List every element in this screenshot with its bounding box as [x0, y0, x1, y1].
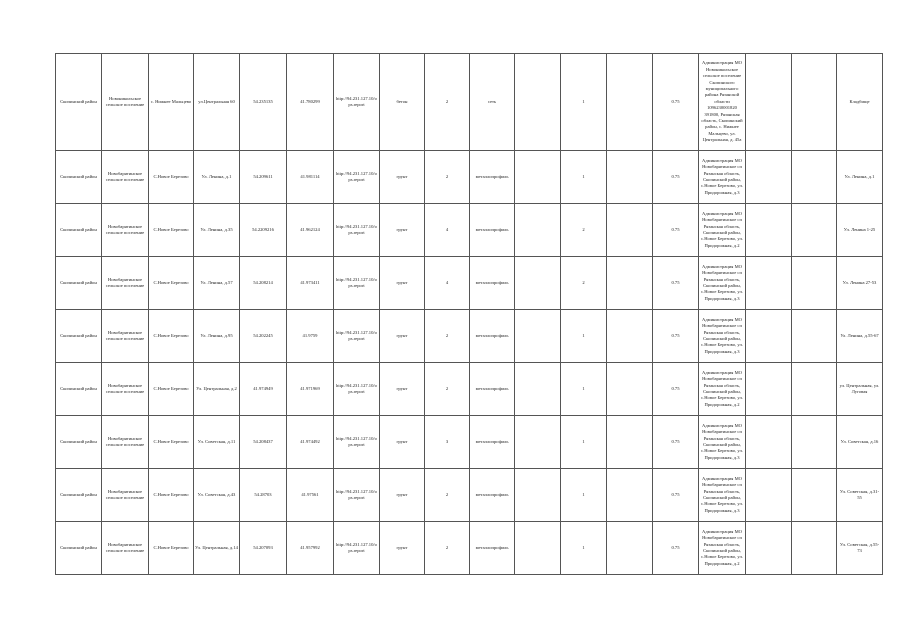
- cell-district: Скопинский район: [56, 151, 102, 204]
- cell-address: Ул. Ленина, д.1: [194, 151, 240, 204]
- cell-address: Ул. Советская, д.11: [194, 416, 240, 469]
- cell-volume: 0.75: [653, 416, 699, 469]
- cell-district: Скопинский район: [56, 310, 102, 363]
- table-row: [56, 54, 883, 151]
- cell-address: Ул. Центральная, д.2: [194, 363, 240, 416]
- cell-volume: 0.75: [653, 363, 699, 416]
- table-row: [56, 204, 883, 257]
- cell-containers: 1: [561, 310, 607, 363]
- table-row: [56, 363, 883, 416]
- cell-longitude: 41.974492: [287, 416, 334, 469]
- cell-empty-a: [515, 522, 561, 575]
- cell-area: 2: [425, 522, 470, 575]
- cell-latitude: 41.974949: [240, 363, 287, 416]
- cell-empty-b: [607, 54, 653, 151]
- cell-empty-b: [607, 416, 653, 469]
- cell-empty-b: [607, 363, 653, 416]
- cell-longitude: 41.780299: [287, 54, 334, 151]
- cell-empty-d: [792, 416, 837, 469]
- cell-empty-a: [515, 416, 561, 469]
- cell-settlement: Новобарятинское сельское поселение: [102, 522, 149, 575]
- table-row: [56, 151, 883, 204]
- cell-volume: 0.75: [653, 54, 699, 151]
- cell-surface: грунт: [380, 469, 425, 522]
- cell-address: Ул. Центральная, д.14: [194, 522, 240, 575]
- cell-locality: С.Новое Березово: [149, 469, 194, 522]
- cell-district: Скопинский район: [56, 54, 102, 151]
- cell-empty-c: [746, 54, 792, 151]
- cell-empty-a: [515, 363, 561, 416]
- cell-source-link: http://94.231.127.10/ops.report: [334, 363, 380, 416]
- cell-latitude: 54.208437: [240, 416, 287, 469]
- cell-surface: грунт: [380, 416, 425, 469]
- cell-longitude: 41.9759: [287, 310, 334, 363]
- cell-served-objects: Ул. Советская, д.16: [837, 416, 883, 469]
- cell-fence: металлопрофиль: [470, 204, 515, 257]
- cell-empty-a: [515, 54, 561, 151]
- cell-surface: грунт: [380, 151, 425, 204]
- cell-source-link: http://94.231.127.10/ops.report: [334, 522, 380, 575]
- cell-locality: С.Новое Березово: [149, 310, 194, 363]
- cell-surface: грунт: [380, 522, 425, 575]
- cell-volume: 0.75: [653, 204, 699, 257]
- cell-latitude: 54.235135: [240, 54, 287, 151]
- cell-empty-d: [792, 522, 837, 575]
- cell-district: Скопинский район: [56, 363, 102, 416]
- cell-address: Ул. Ленина, д.35: [194, 204, 240, 257]
- cell-latitude: 54.202245: [240, 310, 287, 363]
- cell-fence: металлопрофиль: [470, 522, 515, 575]
- cell-fence: металлопрофиль: [470, 310, 515, 363]
- cell-locality: с. Нижнее Мальцево: [149, 54, 194, 151]
- cell-served-objects: Ул. Советская, д.31-55: [837, 469, 883, 522]
- cell-empty-c: [746, 469, 792, 522]
- cell-settlement: Новобарятинское сельское поселение: [102, 204, 149, 257]
- cell-district: Скопинский район: [56, 416, 102, 469]
- cell-empty-b: [607, 257, 653, 310]
- cell-address: ул.Центральная 60: [194, 54, 240, 151]
- cell-source-link: http://94.231.127.10/ops.report: [334, 416, 380, 469]
- cell-source-link: http://94.231.127.10/ops.report: [334, 469, 380, 522]
- cell-source-link: http://94.231.127.10/ops.report: [334, 310, 380, 363]
- cell-latitude: 54.2209216: [240, 204, 287, 257]
- cell-settlement: Новобарятинское сельское поселение: [102, 310, 149, 363]
- cell-containers: 1: [561, 54, 607, 151]
- cell-containers: 1: [561, 469, 607, 522]
- cell-settlement: Новобарятинское сельское поселение: [102, 416, 149, 469]
- table-row: [56, 522, 883, 575]
- cell-served-objects: ул. Центральная, ул. Луговая: [837, 363, 883, 416]
- cell-surface: грунт: [380, 310, 425, 363]
- cell-longitude: 41.973411: [287, 257, 334, 310]
- cell-volume: 0.75: [653, 522, 699, 575]
- cell-empty-a: [515, 310, 561, 363]
- cell-volume: 0.75: [653, 310, 699, 363]
- cell-owner: Администрация МО Новобарятинское сп Рязанская область, Скопинский район, с.Новое Березово, ул. Придорожная, д.3: [699, 310, 746, 363]
- cell-served-objects: Ул. Ленина 27-53: [837, 257, 883, 310]
- cell-settlement: Новобарятинское сельское поселение: [102, 151, 149, 204]
- cell-empty-b: [607, 469, 653, 522]
- cell-owner: Администрация МО Новобарятинское сп Рязанская область, Скопинский район, с.Новое Березово, ул. Придорожная, д.2: [699, 522, 746, 575]
- registry-table: [55, 53, 883, 575]
- cell-area: 4: [425, 257, 470, 310]
- cell-source-link: http://94.231.127.10/ops.report: [334, 257, 380, 310]
- cell-longitude: 41.981114: [287, 151, 334, 204]
- cell-latitude: 54.207093: [240, 522, 287, 575]
- cell-served-objects: Ул. Советская, д.55-73: [837, 522, 883, 575]
- cell-district: Скопинский район: [56, 469, 102, 522]
- table-row: [56, 257, 883, 310]
- cell-settlement: Новобарятинское сельское поселение: [102, 469, 149, 522]
- cell-settlement: Новобарятинское сельское поселение: [102, 257, 149, 310]
- cell-address: Ул. Ленина, д.57: [194, 257, 240, 310]
- cell-locality: С.Новое Березово: [149, 522, 194, 575]
- cell-latitude: 54.208214: [240, 257, 287, 310]
- cell-empty-c: [746, 204, 792, 257]
- cell-source-link: http://94.231.127.10/ops.report: [334, 54, 380, 151]
- cell-containers: 1: [561, 416, 607, 469]
- cell-empty-d: [792, 54, 837, 151]
- cell-fence: сеть: [470, 54, 515, 151]
- cell-containers: 2: [561, 204, 607, 257]
- cell-containers: 1: [561, 151, 607, 204]
- cell-longitude: 41.97561: [287, 469, 334, 522]
- cell-fence: металлопрофиль: [470, 363, 515, 416]
- cell-settlement: Новоникольское сельское поселение: [102, 54, 149, 151]
- cell-empty-a: [515, 204, 561, 257]
- cell-area: 4: [425, 204, 470, 257]
- cell-empty-b: [607, 151, 653, 204]
- cell-empty-c: [746, 257, 792, 310]
- cell-empty-c: [746, 151, 792, 204]
- cell-volume: 0.75: [653, 151, 699, 204]
- cell-volume: 0.75: [653, 469, 699, 522]
- cell-fence: металлопрофиль: [470, 469, 515, 522]
- cell-empty-a: [515, 469, 561, 522]
- cell-fence: металлопрофиль: [470, 257, 515, 310]
- cell-empty-d: [792, 204, 837, 257]
- cell-latitude: 54.209611: [240, 151, 287, 204]
- cell-owner: Администрация МО Новобарятинское сп Рязанская область, Скопинский район, с.Новое Березово, ул. Придорожная, д.3: [699, 469, 746, 522]
- cell-owner: Администрация МО Новобарятинское сп Рязанская область, Скопинский район, с.Новое Березово, ул. Придорожная, д.2: [699, 204, 746, 257]
- cell-locality: С.Новое Березово: [149, 257, 194, 310]
- cell-locality: С.Новое Березово: [149, 151, 194, 204]
- cell-settlement: Новобарятинское сельское поселение: [102, 363, 149, 416]
- cell-locality: С.Новое Березово: [149, 204, 194, 257]
- cell-empty-c: [746, 522, 792, 575]
- cell-served-objects: Ул. Ленина, д.1: [837, 151, 883, 204]
- cell-empty-c: [746, 363, 792, 416]
- cell-locality: С.Новое Березово: [149, 416, 194, 469]
- cell-empty-b: [607, 522, 653, 575]
- cell-surface: грунт: [380, 257, 425, 310]
- cell-containers: 1: [561, 363, 607, 416]
- table-row: [56, 416, 883, 469]
- cell-empty-c: [746, 416, 792, 469]
- cell-surface: грунт: [380, 363, 425, 416]
- cell-area: 2: [425, 310, 470, 363]
- cell-surface: бетон: [380, 54, 425, 151]
- cell-owner: Администрация МО Новобарятинское сп Рязанская область, Скопинский район, с.Новое Березово, ул. Придорожная, д.3: [699, 416, 746, 469]
- cell-source-link: http://94.231.127.10/ops.report: [334, 151, 380, 204]
- cell-owner: Администрация МО Новоникольское сельское поселение Скопинского муниципального района Рязанской области 1096230001820 391800, Рязанская область, Скопинский район, с. Нижнее Мальцево, ул. Центральная, д. 45а: [699, 54, 746, 151]
- cell-latitude: 54.28703: [240, 469, 287, 522]
- cell-address: Ул. Советская, д.43: [194, 469, 240, 522]
- cell-source-link: http://94.231.127.10/ops.report: [334, 204, 380, 257]
- cell-district: Скопинский район: [56, 204, 102, 257]
- cell-empty-c: [746, 310, 792, 363]
- cell-empty-d: [792, 310, 837, 363]
- cell-fence: металлопрофиль: [470, 416, 515, 469]
- cell-surface: грунт: [380, 204, 425, 257]
- cell-empty-a: [515, 151, 561, 204]
- cell-area: 2: [425, 363, 470, 416]
- cell-volume: 0.75: [653, 257, 699, 310]
- cell-empty-d: [792, 469, 837, 522]
- cell-empty-b: [607, 204, 653, 257]
- cell-area: 2: [425, 54, 470, 151]
- cell-longitude: 41.957992: [287, 522, 334, 575]
- cell-longitude: 41.971969: [287, 363, 334, 416]
- cell-area: 2: [425, 469, 470, 522]
- cell-served-objects: Ул. Ленина 1-25: [837, 204, 883, 257]
- cell-address: Ул. Ленина, д.95: [194, 310, 240, 363]
- cell-empty-b: [607, 310, 653, 363]
- cell-empty-d: [792, 151, 837, 204]
- cell-area: 3: [425, 416, 470, 469]
- cell-empty-d: [792, 363, 837, 416]
- cell-owner: Администрация МО Новобарятинское сп Рязанская область, Скопинский район, с.Новое Березово, ул. Придорожная, д.3: [699, 151, 746, 204]
- cell-area: 2: [425, 151, 470, 204]
- table-row: [56, 469, 883, 522]
- cell-served-objects: Кладбище: [837, 54, 883, 151]
- cell-served-objects: Ул. Ленина, д.55-67: [837, 310, 883, 363]
- cell-locality: С.Новое Березово: [149, 363, 194, 416]
- cell-empty-a: [515, 257, 561, 310]
- cell-owner: Администрация МО Новобарятинское сп Рязанская область, Скопинский район, с.Новое Березово, ул. Придорожная, д.2: [699, 363, 746, 416]
- cell-containers: 2: [561, 257, 607, 310]
- cell-longitude: 41.962124: [287, 204, 334, 257]
- cell-district: Скопинский район: [56, 257, 102, 310]
- cell-empty-d: [792, 257, 837, 310]
- cell-owner: Администрация МО Новобарятинское сп Рязанская область, Скопинский район, с.Новое Березово, ул. Придорожная, д.3: [699, 257, 746, 310]
- table-row: [56, 310, 883, 363]
- cell-district: Скопинский район: [56, 522, 102, 575]
- cell-containers: 1: [561, 522, 607, 575]
- cell-fence: металлопрофиль: [470, 151, 515, 204]
